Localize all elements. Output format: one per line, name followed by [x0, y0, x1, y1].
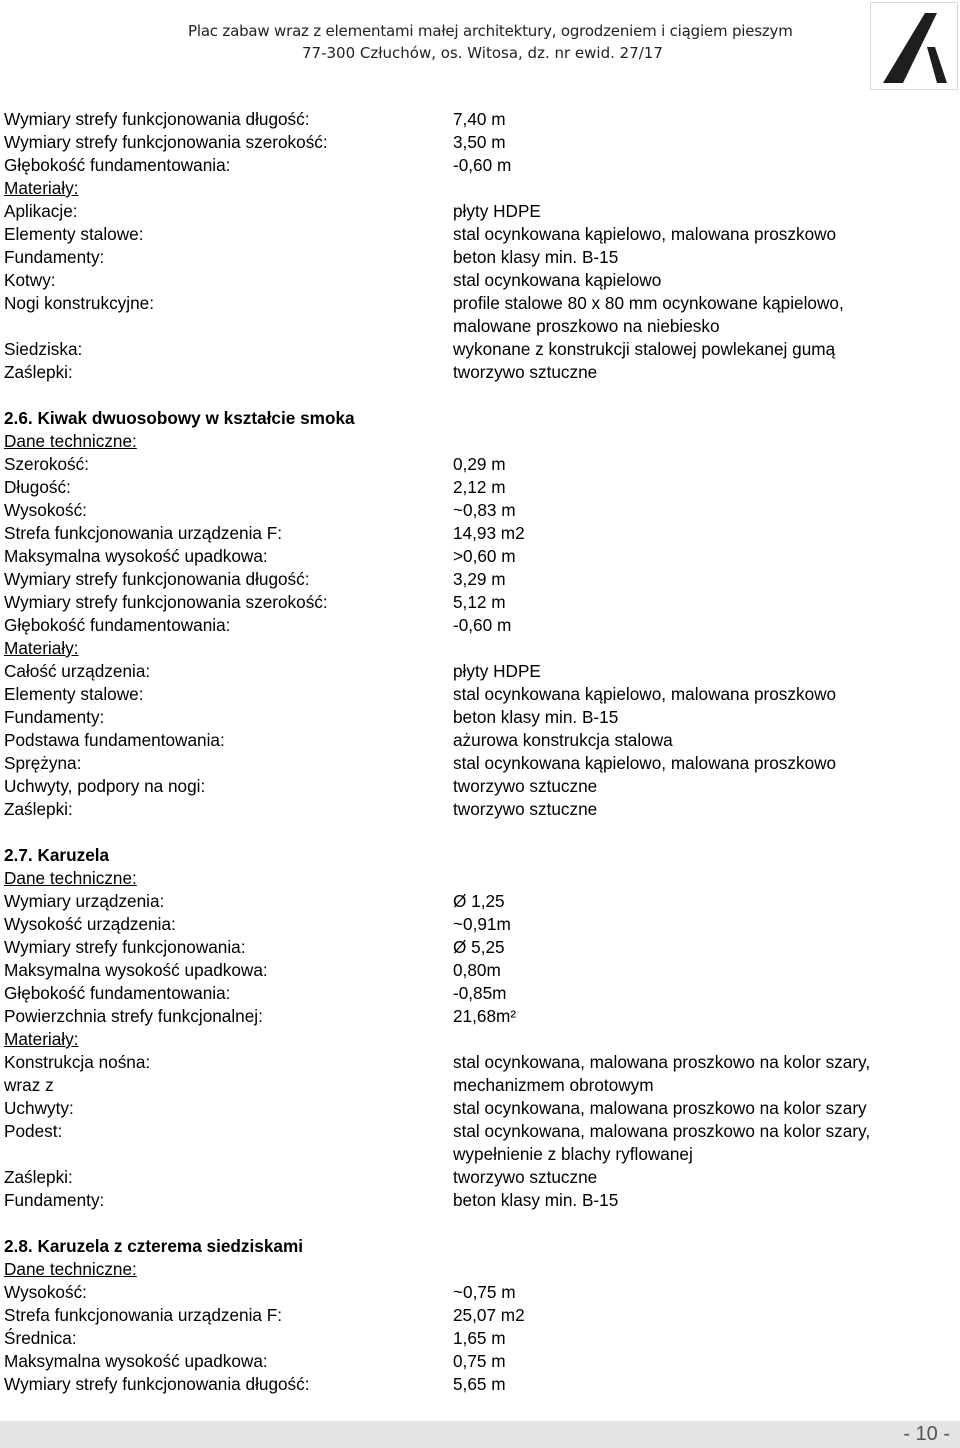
- spec-label: Maksymalna wysokość upadkowa:: [4, 546, 268, 566]
- material-label: Aplikacje:: [4, 201, 78, 221]
- material-row: [4, 223, 960, 246]
- spec-label: Maksymalna wysokość upadkowa:: [4, 960, 268, 980]
- section-title: 2.8. Karuzela z czterema siedziskami: [4, 1236, 304, 1256]
- spec-value: -0,60 m: [453, 155, 512, 175]
- spec-row: [4, 1373, 960, 1396]
- material-label: Całość urządzenia:: [4, 661, 151, 681]
- material-label: Uchwyty:: [4, 1098, 74, 1118]
- spec-row: [4, 936, 960, 959]
- material-label: Elementy stalowe:: [4, 684, 144, 704]
- material-value: mechanizmem obrotowym: [453, 1075, 654, 1095]
- spec-value: 2,12 m: [453, 477, 506, 497]
- material-row: [4, 1143, 960, 1166]
- material-row: [4, 1189, 960, 1212]
- spec-label: Strefa funkcjonowania urządzenia F:: [4, 523, 283, 543]
- spec-label: Średnica:: [4, 1328, 77, 1348]
- material-row: [4, 246, 960, 269]
- tech-heading: Dane techniczne:: [4, 431, 137, 451]
- material-label: Kotwy:: [4, 270, 56, 290]
- spec-value: 0,75 m: [453, 1351, 506, 1371]
- spec-value: 5,12 m: [453, 592, 506, 612]
- spec-label: Powierzchnia strefy funkcjonalnej:: [4, 1006, 263, 1026]
- spec-row: [4, 913, 960, 936]
- spec-value: Ø 5,25: [453, 937, 505, 957]
- header-title: Plac zabaw wraz z elementami małej architektury, ogrodzeniem i ciągiem pieszym: [188, 22, 793, 40]
- material-value: płyty HDPE: [453, 201, 541, 221]
- spec-row: [4, 522, 960, 545]
- material-row: [4, 798, 960, 821]
- material-value: tworzywo sztuczne: [453, 362, 598, 382]
- spec-row: [4, 453, 960, 476]
- material-row: [4, 1120, 960, 1143]
- spec-value: 1,65 m: [453, 1328, 506, 1348]
- material-value: płyty HDPE: [453, 661, 541, 681]
- spec-row: [4, 890, 960, 913]
- spec-row: [4, 959, 960, 982]
- material-value: malowane proszkowo na niebiesko: [453, 316, 720, 336]
- material-row: [4, 1074, 960, 1097]
- spec-value: 0,29 m: [453, 454, 506, 474]
- section-title: 2.7. Karuzela: [4, 845, 110, 865]
- spec-row: [4, 614, 960, 637]
- material-row: [4, 1166, 960, 1189]
- material-label: [4, 315, 453, 338]
- material-row: [4, 683, 960, 706]
- spec-label: Wysokość:: [4, 500, 87, 520]
- material-value: stal ocynkowana kąpielowo: [453, 270, 662, 290]
- page-number: - 10 -: [903, 1423, 950, 1445]
- spec-label: Głębokość fundamentowania:: [4, 983, 231, 1003]
- spec-label: Wymiary strefy funkcjonowania szerokość:: [4, 592, 328, 612]
- spec-label: Maksymalna wysokość upadkowa:: [4, 1351, 268, 1371]
- top-block: [4, 108, 960, 384]
- tech-heading: Dane techniczne:: [4, 1259, 137, 1279]
- logo-icon: [871, 3, 959, 91]
- spec-label: Długość:: [4, 477, 71, 497]
- spec-value: 14,93 m2: [453, 523, 525, 543]
- material-row: [4, 292, 960, 315]
- spec-label: Szerokość:: [4, 454, 90, 474]
- material-label: Fundamenty:: [4, 247, 105, 267]
- spec-label: Wymiary strefy funkcjonowania długość:: [4, 109, 310, 129]
- material-label: Zaślepki:: [4, 362, 73, 382]
- materials-heading: Materiały:: [4, 1029, 79, 1049]
- spec-label: Strefa funkcjonowania urządzenia F:: [4, 1305, 283, 1325]
- spec-row: [4, 499, 960, 522]
- spec-row: [4, 1350, 960, 1373]
- material-value: stal ocynkowana, malowana proszkowo na kolor szary,: [453, 1052, 871, 1072]
- spec-label: Wymiary strefy funkcjonowania długość:: [4, 1374, 310, 1394]
- spec-value: -0,85m: [453, 983, 507, 1003]
- material-value: beton klasy min. B-15: [453, 247, 619, 267]
- material-row: [4, 269, 960, 292]
- material-label: Sprężyna:: [4, 753, 82, 773]
- material-value: profile stalowe 80 x 80 mm ocynkowane kąpielowo,: [453, 293, 844, 313]
- material-label: Nogi konstrukcyjne:: [4, 293, 154, 313]
- material-row: [4, 1097, 960, 1120]
- material-value: ażurowa konstrukcja stalowa: [453, 730, 673, 750]
- header-address: 77-300 Człuchów, os. Witosa, dz. nr ewid. 27/17: [302, 44, 663, 62]
- material-row: [4, 338, 960, 361]
- material-label: Podstawa fundamentowania:: [4, 730, 225, 750]
- material-value: wykonane z konstrukcji stalowej powlekanej gumą: [453, 339, 836, 359]
- spec-row: [4, 476, 960, 499]
- material-row: [4, 660, 960, 683]
- section-2-6: [4, 407, 960, 821]
- spec-value: ~0,75 m: [453, 1282, 516, 1302]
- spec-value: 3,50 m: [453, 132, 506, 152]
- tech-heading: Dane techniczne:: [4, 868, 137, 888]
- spec-label: Wymiary strefy funkcjonowania:: [4, 937, 246, 957]
- section-title: 2.6. Kiwak dwuosobowy w kształcie smoka: [4, 408, 355, 428]
- material-label: [4, 1143, 453, 1166]
- spec-row: [4, 982, 960, 1005]
- document-body: [4, 108, 960, 1396]
- spec-label: Głębokość fundamentowania:: [4, 155, 231, 175]
- spec-value: 21,68m²: [453, 1006, 517, 1026]
- spec-label: Głębokość fundamentowania:: [4, 615, 231, 635]
- material-label: Uchwyty, podpory na nogi:: [4, 776, 206, 796]
- company-logo: [870, 2, 958, 90]
- material-row: [4, 775, 960, 798]
- material-label: Podest:: [4, 1121, 63, 1141]
- spec-row: [4, 591, 960, 614]
- material-value: wypełnienie z blachy ryflowanej: [453, 1144, 693, 1164]
- spec-row: [4, 568, 960, 591]
- spec-value: -0,60 m: [453, 615, 512, 635]
- material-row: [4, 361, 960, 384]
- spec-row: [4, 545, 960, 568]
- material-row: [4, 706, 960, 729]
- spec-row: [4, 154, 960, 177]
- spec-value: ~0,91m: [453, 914, 511, 934]
- material-value: stal ocynkowana kąpielowo, malowana proszkowo: [453, 224, 837, 244]
- material-row: [4, 729, 960, 752]
- material-value: stal ocynkowana, malowana proszkowo na kolor szary: [453, 1098, 867, 1118]
- spec-row: [4, 1281, 960, 1304]
- material-label: Fundamenty:: [4, 1190, 105, 1210]
- spec-value: 7,40 m: [453, 109, 506, 129]
- material-label: Zaślepki:: [4, 1167, 73, 1187]
- spec-value: Ø 1,25: [453, 891, 505, 911]
- page-footer: [0, 1421, 960, 1448]
- spec-row: [4, 1327, 960, 1350]
- section-2-7: [4, 844, 960, 1212]
- material-row: [4, 200, 960, 223]
- material-row: [4, 1051, 960, 1074]
- spec-value: 5,65 m: [453, 1374, 506, 1394]
- material-value: stal ocynkowana, malowana proszkowo na kolor szary,: [453, 1121, 871, 1141]
- material-value: beton klasy min. B-15: [453, 707, 619, 727]
- material-value: tworzywo sztuczne: [453, 1167, 598, 1187]
- spec-label: Wymiary urządzenia:: [4, 891, 165, 911]
- spec-row: [4, 1005, 960, 1028]
- spec-value: 25,07 m2: [453, 1305, 525, 1325]
- spec-row: [4, 1304, 960, 1327]
- spec-label: Wymiary strefy funkcjonowania szerokość:: [4, 132, 328, 152]
- materials-heading: Materiały:: [4, 638, 79, 658]
- material-label: wraz z: [4, 1075, 54, 1095]
- spec-value: 0,80m: [453, 960, 501, 980]
- material-row: [4, 752, 960, 775]
- spec-value: >0,60 m: [453, 546, 516, 566]
- material-label: Konstrukcja nośna:: [4, 1052, 151, 1072]
- spec-value: ~0,83 m: [453, 500, 516, 520]
- material-label: Zaślepki:: [4, 799, 73, 819]
- material-label: Fundamenty:: [4, 707, 105, 727]
- section-2-8: [4, 1235, 960, 1396]
- material-value: tworzywo sztuczne: [453, 799, 598, 819]
- spec-row: [4, 108, 960, 131]
- spec-value: 3,29 m: [453, 569, 506, 589]
- material-value: beton klasy min. B-15: [453, 1190, 619, 1210]
- materials-heading: Materiały:: [4, 178, 79, 198]
- spec-row: [4, 131, 960, 154]
- material-label: Elementy stalowe:: [4, 224, 144, 244]
- spec-label: Wysokość:: [4, 1282, 87, 1302]
- spec-label: Wysokość urządzenia:: [4, 914, 176, 934]
- material-value: tworzywo sztuczne: [453, 776, 598, 796]
- material-value: stal ocynkowana kąpielowo, malowana proszkowo: [453, 684, 837, 704]
- spec-label: Wymiary strefy funkcjonowania długość:: [4, 569, 310, 589]
- material-row: [4, 315, 960, 338]
- material-label: Siedziska:: [4, 339, 83, 359]
- material-value: stal ocynkowana kąpielowo, malowana proszkowo: [453, 753, 837, 773]
